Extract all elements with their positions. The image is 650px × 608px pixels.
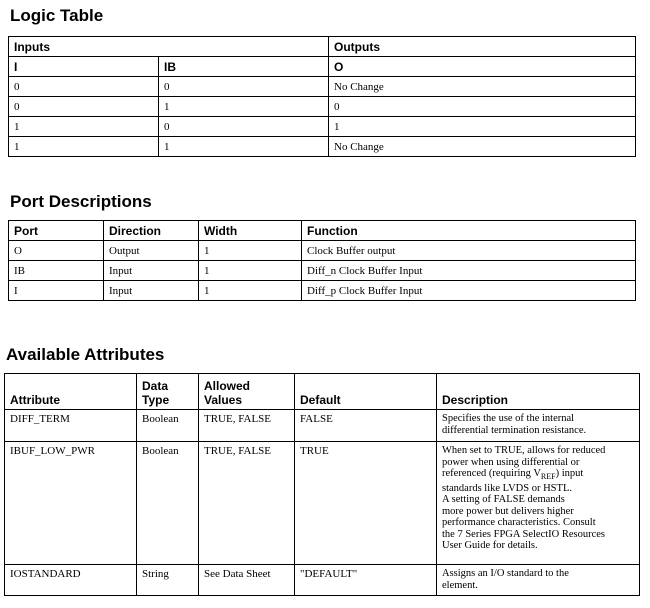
table-cell: Input xyxy=(104,261,199,281)
description-line: performance characteristics. Consult xyxy=(442,517,596,529)
table-row xyxy=(5,565,640,596)
description-line: Specifies the use of the internal xyxy=(442,413,575,424)
table-cell: I xyxy=(9,281,104,301)
table-cell: 0 xyxy=(329,97,636,117)
description-line: standards like LVDS or HSTL. xyxy=(442,482,572,494)
table-header-row xyxy=(9,37,636,57)
table-row xyxy=(9,77,636,97)
column-header: Port xyxy=(9,221,104,241)
table-cell: Diff_n Clock Buffer Input xyxy=(302,261,636,281)
table-cell: 0 xyxy=(159,77,329,97)
column-header: Attribute xyxy=(5,374,137,410)
table-cell: IOSTANDARD xyxy=(5,565,137,596)
column-header: O xyxy=(329,57,636,77)
table-cell: No Change xyxy=(329,137,636,157)
table-cell: 1 xyxy=(9,137,159,157)
table-cell: Clock Buffer output xyxy=(302,241,636,261)
column-header: Default xyxy=(295,374,437,410)
table-row xyxy=(9,241,636,261)
logic-table xyxy=(8,36,636,157)
table-header-row xyxy=(5,374,640,410)
table-cell: See Data Sheet xyxy=(199,565,295,596)
table-cell: Diff_p Clock Buffer Input xyxy=(302,281,636,301)
available-attributes-table xyxy=(4,373,640,596)
column-header: Direction xyxy=(104,221,199,241)
description-line: differential termination resistance. xyxy=(442,424,587,436)
logic-table-title: Logic Table xyxy=(10,6,104,25)
description-text: referenced (requiring V xyxy=(442,468,541,479)
table-row xyxy=(9,97,636,117)
table-header-row xyxy=(9,57,636,77)
table-cell: 1 xyxy=(329,117,636,137)
table-cell: TRUE xyxy=(295,442,437,565)
table-cell: Input xyxy=(104,281,199,301)
table-cell: IBUF_LOW_PWR xyxy=(5,442,137,565)
header-line: Type xyxy=(142,393,170,407)
column-header xyxy=(137,374,199,410)
column-header: Function xyxy=(302,221,636,241)
column-header: I xyxy=(9,57,159,77)
subscript-ref: REF xyxy=(540,472,556,482)
table-cell: IB xyxy=(9,261,104,281)
table-cell: 0 xyxy=(159,117,329,137)
column-header xyxy=(199,374,295,410)
description-line: When set to TRUE, allows for reduced xyxy=(442,445,606,456)
header-line: Allowed xyxy=(204,379,251,393)
table-row xyxy=(9,117,636,137)
description-cell xyxy=(437,410,640,442)
table-cell: FALSE xyxy=(295,410,437,442)
table-cell: 0 xyxy=(9,77,159,97)
available-attributes-title: Available Attributes xyxy=(6,345,165,364)
table-cell: O xyxy=(9,241,104,261)
table-cell: 1 xyxy=(159,97,329,117)
table-row xyxy=(5,410,640,442)
table-cell: TRUE, FALSE xyxy=(199,410,295,442)
header-line: Data xyxy=(142,379,169,393)
column-header: IB xyxy=(159,57,329,77)
table-cell: String xyxy=(137,565,199,596)
table-header-row xyxy=(9,221,636,241)
table-cell: "DEFAULT" xyxy=(295,565,437,596)
description-text: ) input xyxy=(555,468,584,479)
table-cell: TRUE, FALSE xyxy=(199,442,295,565)
description-cell xyxy=(437,565,640,596)
table-cell: 0 xyxy=(9,97,159,117)
inputs-group-header: Inputs xyxy=(9,37,329,57)
table-row xyxy=(9,261,636,281)
description-line: Assigns an I/O standard to the xyxy=(442,568,569,579)
table-cell: 1 xyxy=(199,241,302,261)
table-row xyxy=(5,442,640,565)
table-cell: 1 xyxy=(199,281,302,301)
table-cell: Output xyxy=(104,241,199,261)
description-line: the 7 Series FPGA SelectIO Resources xyxy=(442,528,606,540)
table-row xyxy=(9,137,636,157)
table-cell: 1 xyxy=(159,137,329,157)
port-descriptions-title: Port Descriptions xyxy=(10,192,152,211)
description-line: User Guide for details. xyxy=(442,540,538,552)
description-line: element. xyxy=(442,579,478,591)
description-line: more power but delivers higher xyxy=(442,505,574,517)
table-cell: 1 xyxy=(199,261,302,281)
header-line: Values xyxy=(204,393,243,407)
description-line xyxy=(442,468,634,483)
outputs-group-header: Outputs xyxy=(329,37,636,57)
description-line: power when using differential or xyxy=(442,456,580,468)
port-descriptions-table xyxy=(8,220,636,301)
table-cell: DIFF_TERM xyxy=(5,410,137,442)
table-cell: 1 xyxy=(9,117,159,137)
column-header: Width xyxy=(199,221,302,241)
description-line: A setting of FALSE demands xyxy=(442,494,565,506)
table-cell: Boolean xyxy=(137,410,199,442)
table-cell: No Change xyxy=(329,77,636,97)
table-cell: Boolean xyxy=(137,442,199,565)
column-header: Description xyxy=(437,374,640,410)
table-row xyxy=(9,281,636,301)
description-cell xyxy=(437,442,640,565)
